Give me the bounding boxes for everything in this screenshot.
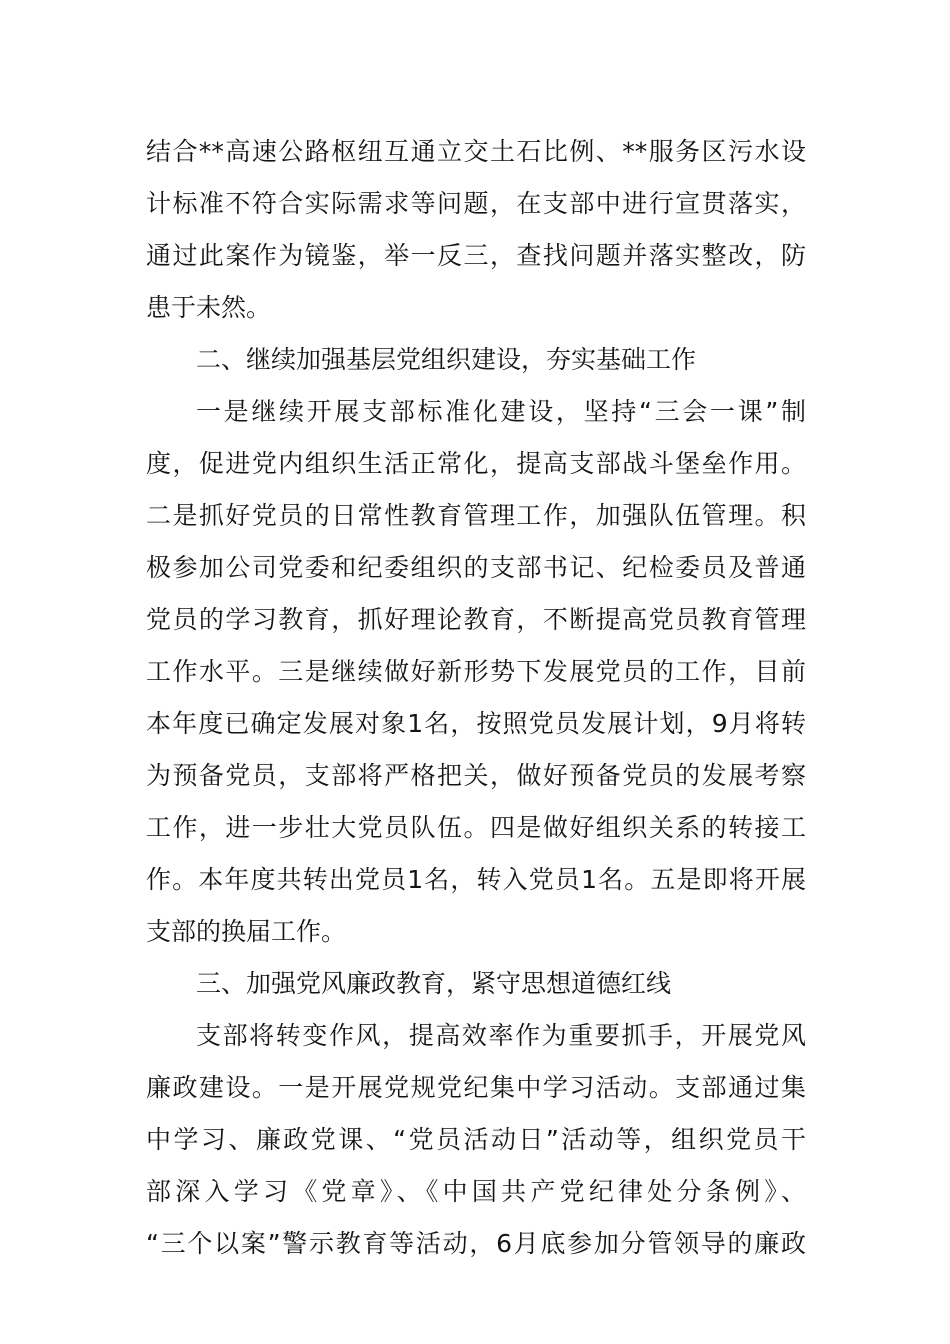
text-line: 患于未然。 [146,293,272,322]
text-line: “三个以案”警示教育等活动，6月底参加分管领导的廉政 [146,1229,806,1258]
text-line: 计标准不符合实际需求等问题，在支部中进行宣贯落实， [146,189,806,218]
text-line: 一是继续开展支部标准化建设，坚持“三会一课”制 [196,397,806,426]
text-line: 结合**高速公路枢纽互通立交土石比例、**服务区污水设 [146,137,806,166]
section-heading: 二、继续加强基层党组织建设，夯实基础工作 [196,345,697,374]
text-line: 部深入学习《党章》、《中国共产党纪律处分条例》、 [146,1177,806,1206]
text-line: 二是抓好党员的日常性教育管理工作，加强队伍管理。积 [146,501,806,530]
text-line: 作。本年度共转出党员1名，转入党员1名。五是即将开展 [146,865,806,894]
text-line: 支部的换届工作。 [146,917,347,946]
text-line: 通过此案作为镜鉴，举一反三，查找问题并落实整改，防 [146,241,806,270]
text-line: 支部将转变作风，提高效率作为重要抓手，开展党风 [196,1021,806,1050]
text-line: 工作，进一步壮大党员队伍。四是做好组织关系的转接工 [146,813,806,842]
text-line: 为预备党员，支部将严格把关，做好预备党员的发展考察 [146,761,806,790]
section-heading: 三、加强党风廉政教育，紧守思想道德红线 [196,969,672,998]
text-line: 本年度已确定发展对象1名，按照党员发展计划，9月将转 [146,709,806,738]
text-line: 工作水平。三是继续做好新形势下发展党员的工作，目前 [146,657,806,686]
text-line: 廉政建设。一是开展党规党纪集中学习活动。支部通过集 [146,1073,806,1102]
text-line: 中学习、廉政党课、“党员活动日”活动等，组织党员干 [146,1125,806,1154]
text-line: 党员的学习教育，抓好理论教育，不断提高党员教育管理 [146,605,806,634]
text-line: 度，促进党内组织生活正常化，提高支部战斗堡垒作用。 [146,449,806,478]
text-line: 极参加公司党委和纪委组织的支部书记、纪检委员及普通 [146,553,806,582]
document-body [146,126,806,1270]
